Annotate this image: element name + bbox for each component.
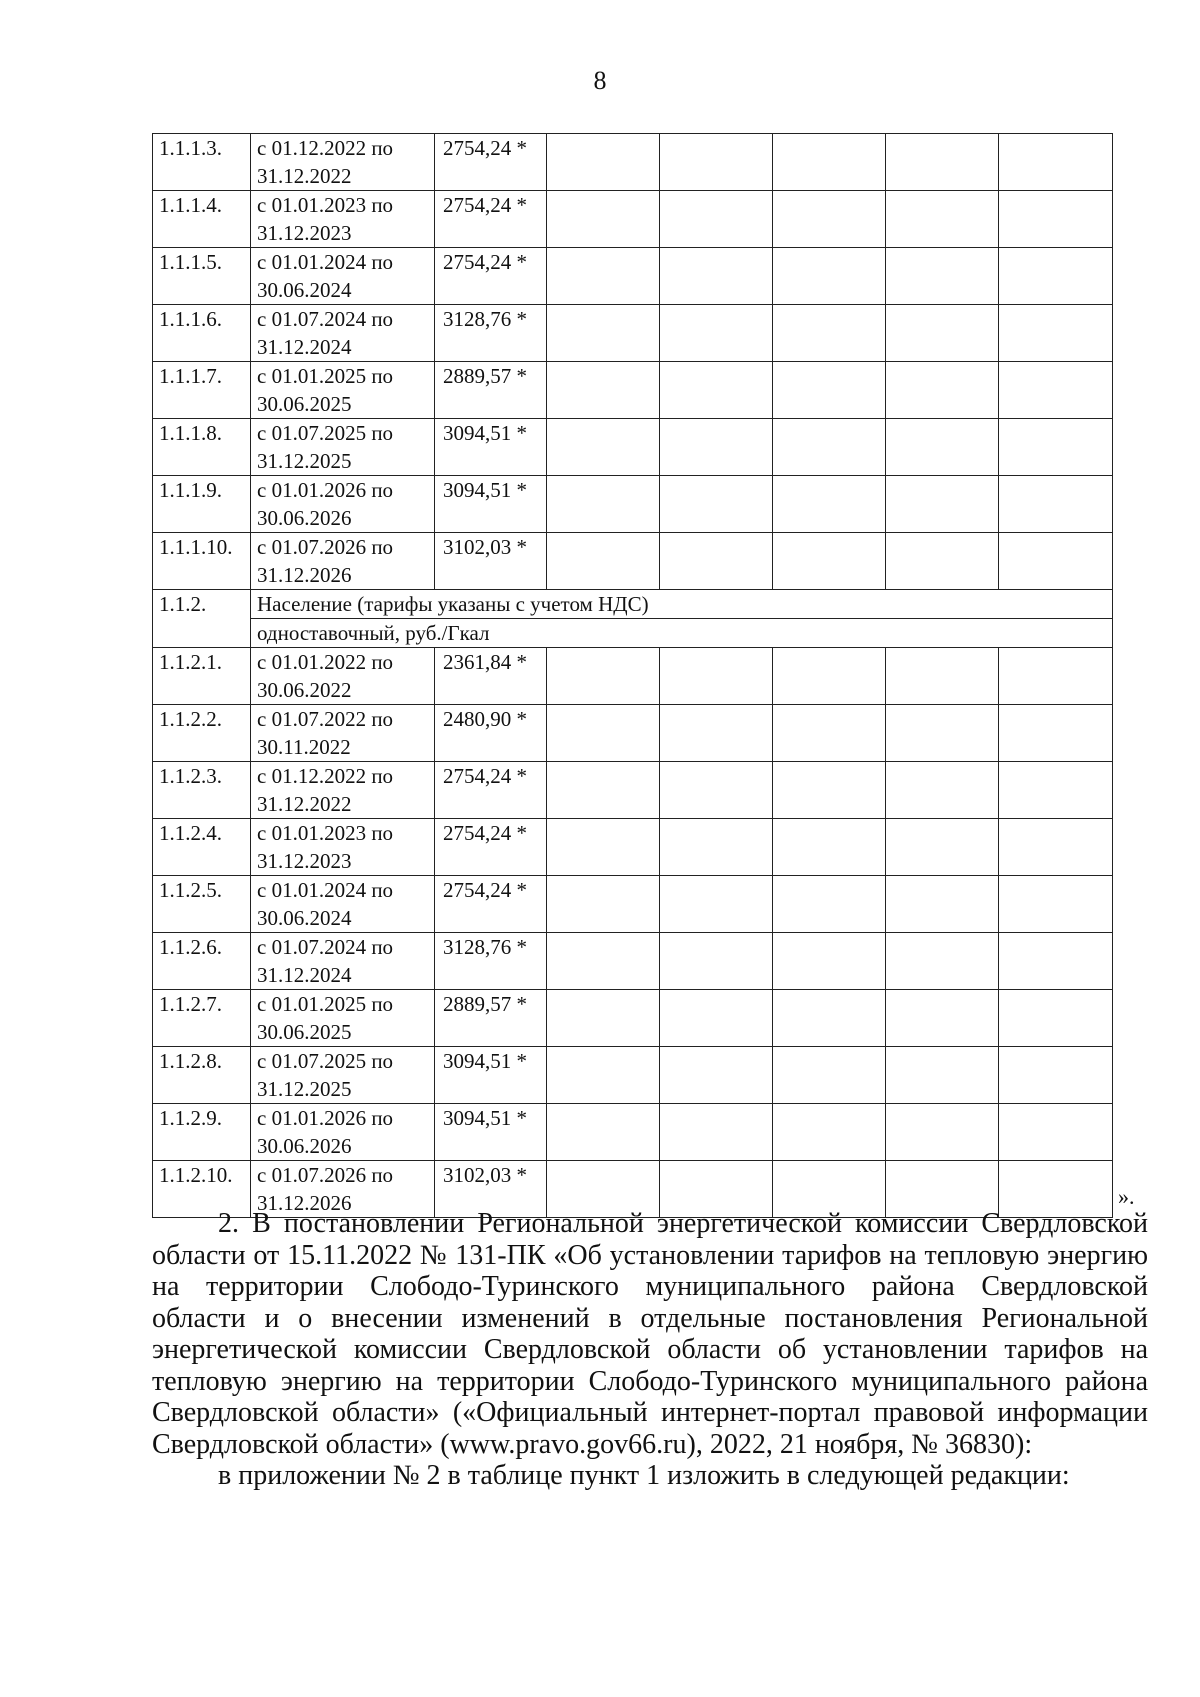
tariff-value: 3094,51 * bbox=[435, 419, 547, 476]
empty-cell bbox=[547, 248, 660, 305]
empty-cell bbox=[773, 134, 886, 191]
period-from: с 01.01.2024 по bbox=[257, 878, 394, 902]
empty-cell bbox=[773, 362, 886, 419]
empty-cell bbox=[547, 762, 660, 819]
tariff-value: 3094,51 * bbox=[435, 1104, 547, 1161]
empty-cell bbox=[547, 476, 660, 533]
row-number: 1.1.1.5. bbox=[153, 248, 251, 305]
empty-cell bbox=[547, 1104, 660, 1161]
empty-cell bbox=[773, 419, 886, 476]
empty-cell bbox=[886, 648, 999, 705]
empty-cell bbox=[660, 1047, 773, 1104]
row-number: 1.1.1.8. bbox=[153, 419, 251, 476]
row-number: 1.1.2.1. bbox=[153, 648, 251, 705]
period-to: 31.12.2025 bbox=[257, 1077, 352, 1101]
period-from: с 01.07.2024 по bbox=[257, 935, 394, 959]
empty-cell bbox=[999, 819, 1113, 876]
section-header-row bbox=[153, 590, 1113, 619]
empty-cell bbox=[999, 1104, 1113, 1161]
section-subtitle-row bbox=[153, 619, 1113, 648]
empty-cell bbox=[547, 648, 660, 705]
empty-cell bbox=[999, 248, 1113, 305]
empty-cell bbox=[999, 476, 1113, 533]
empty-cell bbox=[773, 876, 886, 933]
row-number: 1.1.2.8. bbox=[153, 1047, 251, 1104]
table-row bbox=[153, 648, 1113, 705]
amendment-paragraph: 2. В постановлении Региональной энергетической комиссии Свердловской области от 15.11.2022 № 131-ПК «Об установлении тарифов на тепловую энергию на территории Слободо-Туринского муниципального района Свердловской области и о внесении изменений в отдельные постановления Региональной энергетической комиссии Свердловской области об установлении тарифов на тепловую энергию на территории Слободо-Туринского муниципального района Свердловской области» («Официальный интернет-портал правовой информации Свердловской области» (www.pravo.gov66.ru), 2022, 21 ноября, № 36830): bbox=[152, 1208, 1148, 1460]
row-number: 1.1.1.3. bbox=[153, 134, 251, 191]
empty-cell bbox=[547, 419, 660, 476]
table-row bbox=[153, 419, 1113, 476]
section-number: 1.1.2. bbox=[153, 590, 251, 648]
empty-cell bbox=[886, 990, 999, 1047]
table-row bbox=[153, 1047, 1113, 1104]
empty-cell bbox=[886, 248, 999, 305]
period-cell bbox=[251, 191, 435, 248]
table-row bbox=[153, 705, 1113, 762]
row-number: 1.1.1.10. bbox=[153, 533, 251, 590]
tariff-value: 2361,84 * bbox=[435, 648, 547, 705]
empty-cell bbox=[773, 819, 886, 876]
empty-cell bbox=[660, 762, 773, 819]
period-cell bbox=[251, 533, 435, 590]
empty-cell bbox=[547, 191, 660, 248]
table-row bbox=[153, 305, 1113, 362]
tariff-value: 2754,24 * bbox=[435, 762, 547, 819]
empty-cell bbox=[999, 1047, 1113, 1104]
tariff-value: 3128,76 * bbox=[435, 933, 547, 990]
period-to: 30.06.2022 bbox=[257, 678, 352, 702]
empty-cell bbox=[886, 191, 999, 248]
period-to: 30.06.2026 bbox=[257, 1134, 352, 1158]
section-title: Население (тарифы указаны с учетом НДС) bbox=[251, 590, 1113, 619]
period-cell bbox=[251, 705, 435, 762]
period-to: 30.06.2025 bbox=[257, 392, 352, 416]
empty-cell bbox=[660, 933, 773, 990]
empty-cell bbox=[660, 419, 773, 476]
tariff-value: 2754,24 * bbox=[435, 134, 547, 191]
period-cell bbox=[251, 248, 435, 305]
empty-cell bbox=[660, 705, 773, 762]
period-cell bbox=[251, 876, 435, 933]
row-number: 1.1.1.4. bbox=[153, 191, 251, 248]
period-to: 31.12.2023 bbox=[257, 849, 352, 873]
period-from: с 01.07.2026 по bbox=[257, 1163, 394, 1187]
table-row bbox=[153, 1104, 1113, 1161]
period-cell bbox=[251, 476, 435, 533]
period-cell bbox=[251, 362, 435, 419]
closing-quote: ». bbox=[1118, 1184, 1135, 1209]
empty-cell bbox=[886, 705, 999, 762]
tariff-value: 3128,76 * bbox=[435, 305, 547, 362]
period-to: 31.12.2026 bbox=[257, 1191, 352, 1215]
period-to: 30.06.2024 bbox=[257, 278, 352, 302]
row-number: 1.1.2.10. bbox=[153, 1161, 251, 1218]
period-to: 31.12.2025 bbox=[257, 449, 352, 473]
empty-cell bbox=[999, 705, 1113, 762]
period-to: 31.12.2024 bbox=[257, 335, 352, 359]
tariff-rows-group-b bbox=[153, 648, 1113, 1218]
period-cell bbox=[251, 1047, 435, 1104]
period-from: с 01.12.2022 по bbox=[257, 764, 394, 788]
empty-cell bbox=[999, 990, 1113, 1047]
tariff-value: 2754,24 * bbox=[435, 876, 547, 933]
table-row bbox=[153, 762, 1113, 819]
table-row bbox=[153, 362, 1113, 419]
empty-cell bbox=[773, 648, 886, 705]
empty-cell bbox=[886, 819, 999, 876]
empty-cell bbox=[660, 305, 773, 362]
period-to: 31.12.2023 bbox=[257, 221, 352, 245]
empty-cell bbox=[660, 819, 773, 876]
period-cell bbox=[251, 134, 435, 191]
period-cell bbox=[251, 419, 435, 476]
period-from: с 01.01.2023 по bbox=[257, 821, 394, 845]
row-number: 1.1.2.5. bbox=[153, 876, 251, 933]
empty-cell bbox=[547, 876, 660, 933]
table-row bbox=[153, 134, 1113, 191]
period-to: 31.12.2026 bbox=[257, 563, 352, 587]
tariff-value: 3102,03 * bbox=[435, 533, 547, 590]
period-to: 31.12.2022 bbox=[257, 164, 352, 188]
period-from: с 01.07.2025 по bbox=[257, 1049, 394, 1073]
empty-cell bbox=[999, 191, 1113, 248]
tariff-value: 2889,57 * bbox=[435, 990, 547, 1047]
tariff-table bbox=[152, 133, 1113, 1218]
empty-cell bbox=[547, 134, 660, 191]
period-cell bbox=[251, 933, 435, 990]
empty-cell bbox=[660, 1104, 773, 1161]
period-to: 30.06.2026 bbox=[257, 506, 352, 530]
empty-cell bbox=[999, 648, 1113, 705]
empty-cell bbox=[547, 933, 660, 990]
empty-cell bbox=[660, 191, 773, 248]
empty-cell bbox=[999, 762, 1113, 819]
empty-cell bbox=[999, 876, 1113, 933]
empty-cell bbox=[999, 933, 1113, 990]
row-number: 1.1.1.7. bbox=[153, 362, 251, 419]
row-number: 1.1.2.7. bbox=[153, 990, 251, 1047]
empty-cell bbox=[999, 419, 1113, 476]
empty-cell bbox=[886, 134, 999, 191]
empty-cell bbox=[886, 305, 999, 362]
period-cell bbox=[251, 305, 435, 362]
tariff-value: 3094,51 * bbox=[435, 1047, 547, 1104]
tariff-value: 2754,24 * bbox=[435, 191, 547, 248]
period-to: 30.06.2025 bbox=[257, 1020, 352, 1044]
period-to: 30.06.2024 bbox=[257, 906, 352, 930]
empty-cell bbox=[547, 362, 660, 419]
empty-cell bbox=[547, 533, 660, 590]
section-subtitle: одноставочный, руб./Гкал bbox=[251, 619, 1113, 648]
row-number: 1.1.2.9. bbox=[153, 1104, 251, 1161]
period-cell bbox=[251, 648, 435, 705]
empty-cell bbox=[773, 933, 886, 990]
empty-cell bbox=[886, 476, 999, 533]
amendment-text bbox=[152, 1208, 1148, 1492]
period-from: с 01.01.2026 по bbox=[257, 478, 394, 502]
period-cell bbox=[251, 762, 435, 819]
empty-cell bbox=[547, 819, 660, 876]
empty-cell bbox=[886, 362, 999, 419]
period-from: с 01.07.2024 по bbox=[257, 307, 394, 331]
empty-cell bbox=[999, 533, 1113, 590]
row-number: 1.1.1.9. bbox=[153, 476, 251, 533]
table-row bbox=[153, 476, 1113, 533]
period-from: с 01.01.2024 по bbox=[257, 250, 394, 274]
empty-cell bbox=[773, 305, 886, 362]
row-number: 1.1.1.6. bbox=[153, 305, 251, 362]
empty-cell bbox=[660, 476, 773, 533]
empty-cell bbox=[773, 476, 886, 533]
tariff-value: 2889,57 * bbox=[435, 362, 547, 419]
empty-cell bbox=[999, 362, 1113, 419]
empty-cell bbox=[660, 648, 773, 705]
period-from: с 01.07.2026 по bbox=[257, 535, 394, 559]
table-row bbox=[153, 248, 1113, 305]
period-cell bbox=[251, 819, 435, 876]
tariff-value: 2754,24 * bbox=[435, 248, 547, 305]
tariff-rows-group-a bbox=[153, 134, 1113, 590]
row-number: 1.1.2.6. bbox=[153, 933, 251, 990]
empty-cell bbox=[886, 1104, 999, 1161]
tariff-value: 3094,51 * bbox=[435, 476, 547, 533]
empty-cell bbox=[773, 705, 886, 762]
empty-cell bbox=[773, 990, 886, 1047]
tariff-value: 3102,03 * bbox=[435, 1161, 547, 1218]
table-row bbox=[153, 990, 1113, 1047]
table-row bbox=[153, 819, 1113, 876]
empty-cell bbox=[773, 1104, 886, 1161]
period-from: с 01.01.2023 по bbox=[257, 193, 394, 217]
empty-cell bbox=[999, 134, 1113, 191]
empty-cell bbox=[660, 248, 773, 305]
period-from: с 01.01.2026 по bbox=[257, 1106, 394, 1130]
table-row bbox=[153, 533, 1113, 590]
empty-cell bbox=[773, 1047, 886, 1104]
empty-cell bbox=[660, 533, 773, 590]
row-number: 1.1.2.3. bbox=[153, 762, 251, 819]
empty-cell bbox=[886, 419, 999, 476]
empty-cell bbox=[886, 533, 999, 590]
empty-cell bbox=[773, 191, 886, 248]
page-number: 8 bbox=[593, 66, 607, 95]
period-cell bbox=[251, 1104, 435, 1161]
empty-cell bbox=[547, 305, 660, 362]
period-to: 30.11.2022 bbox=[257, 735, 351, 759]
section-population bbox=[153, 590, 1113, 648]
empty-cell bbox=[886, 933, 999, 990]
period-from: с 01.12.2022 по bbox=[257, 136, 394, 160]
row-number: 1.1.2.2. bbox=[153, 705, 251, 762]
empty-cell bbox=[773, 762, 886, 819]
empty-cell bbox=[660, 362, 773, 419]
empty-cell bbox=[773, 248, 886, 305]
instruction-paragraph: в приложении № 2 в таблице пункт 1 изложить в следующей редакции: bbox=[218, 1460, 1070, 1491]
table-row bbox=[153, 191, 1113, 248]
period-from: с 01.01.2025 по bbox=[257, 364, 394, 388]
empty-cell bbox=[773, 533, 886, 590]
empty-cell bbox=[886, 1047, 999, 1104]
empty-cell bbox=[886, 876, 999, 933]
empty-cell bbox=[660, 876, 773, 933]
period-from: с 01.01.2022 по bbox=[257, 650, 394, 674]
period-from: с 01.07.2022 по bbox=[257, 707, 394, 731]
empty-cell bbox=[660, 134, 773, 191]
empty-cell bbox=[547, 990, 660, 1047]
period-to: 31.12.2022 bbox=[257, 792, 352, 816]
empty-cell bbox=[999, 305, 1113, 362]
empty-cell bbox=[660, 990, 773, 1047]
table-row bbox=[153, 876, 1113, 933]
empty-cell bbox=[547, 1047, 660, 1104]
period-from: с 01.01.2025 по bbox=[257, 992, 394, 1016]
row-number: 1.1.2.4. bbox=[153, 819, 251, 876]
empty-cell bbox=[547, 705, 660, 762]
period-cell bbox=[251, 990, 435, 1047]
tariff-value: 2754,24 * bbox=[435, 819, 547, 876]
period-to: 31.12.2024 bbox=[257, 963, 352, 987]
empty-cell bbox=[886, 762, 999, 819]
period-from: с 01.07.2025 по bbox=[257, 421, 394, 445]
tariff-value: 2480,90 * bbox=[435, 705, 547, 762]
table-row bbox=[153, 933, 1113, 990]
